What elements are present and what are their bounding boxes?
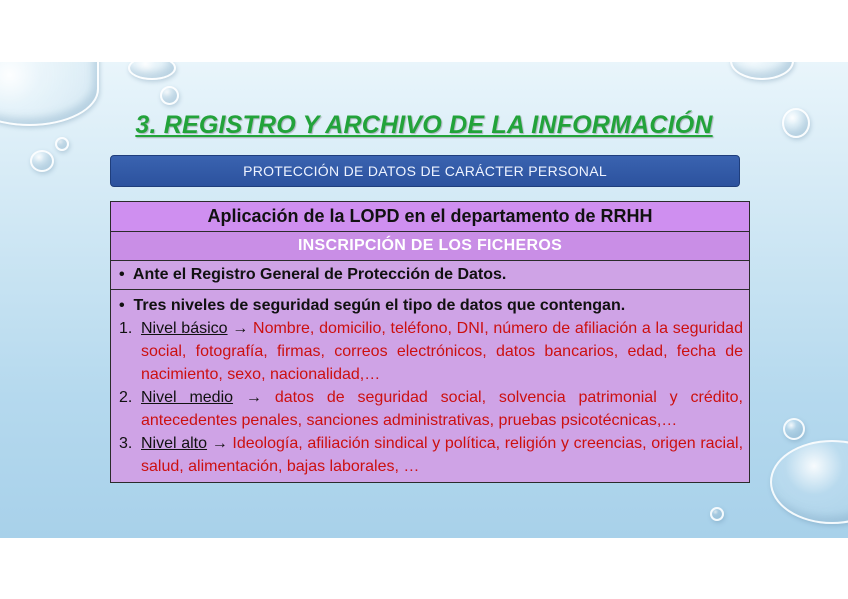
- list-item-nivel-basico: [119, 317, 743, 386]
- item-text: [141, 317, 743, 386]
- level-description: Ideología, afiliación sindical y política, religión y creencias, origen racial, salud, alimentación, bajas laborales, …: [141, 435, 744, 475]
- water-drop-decoration: [710, 507, 724, 521]
- security-levels-cell: [111, 290, 749, 482]
- content-table: [110, 201, 750, 483]
- section-banner: PROTECCIÓN DE DATOS DE CARÁCTER PERSONAL: [110, 155, 740, 187]
- item-number: 1.: [119, 320, 133, 337]
- level-name: Nivel alto: [141, 435, 208, 452]
- level-description: datos de seguridad social, solvencia patrimonial y crédito, antecedentes penales, sanciones administrativas, pruebas psicotécnicas,…: [141, 389, 743, 429]
- level-name: Nivel básico: [141, 320, 228, 337]
- table-subheader: INSCRIPCIÓN DE LOS FICHEROS: [111, 232, 749, 261]
- arrow-right-icon: →: [232, 320, 249, 337]
- list-item-nivel-alto: [119, 432, 743, 478]
- item-number: 3.: [119, 435, 133, 452]
- item-text: [141, 386, 743, 432]
- level-name: Nivel medio: [141, 389, 234, 406]
- water-drop-decoration: [30, 150, 54, 172]
- item-number: 2.: [119, 389, 133, 406]
- water-drop-decoration: [128, 62, 176, 80]
- bullet-icon: •: [119, 297, 125, 314]
- bullet-row-niveles: [119, 294, 743, 317]
- arrow-right-icon: →: [245, 389, 262, 406]
- bullet-row-registro: [111, 261, 749, 290]
- list-item-nivel-medio: [119, 386, 743, 432]
- water-drop-decoration: [730, 62, 794, 80]
- page-title: 3. REGISTRO Y ARCHIVO DE LA INFORMACIÓN: [135, 111, 713, 139]
- bullet-text: Ante el Registro General de Protección de Datos.: [132, 266, 507, 283]
- bullet-text: Tres niveles de seguridad según el tipo de datos que contengan.: [133, 297, 626, 314]
- water-drop-decoration: [160, 86, 179, 105]
- level-description: Nombre, domicilio, teléfono, DNI, número de afiliación a la seguridad social, fotografía, firmas, correos electrónicos, datos bancarios, edad, fecha de nacimiento, sexo, nacionalidad,…: [141, 320, 743, 383]
- bullet-icon: •: [119, 266, 125, 283]
- water-drop-decoration: [783, 418, 805, 440]
- water-drop-decoration: [770, 440, 848, 524]
- item-text: [141, 432, 743, 478]
- arrow-right-icon: →: [211, 435, 228, 452]
- table-header: Aplicación de la LOPD en el departamento de RRHH: [111, 202, 749, 232]
